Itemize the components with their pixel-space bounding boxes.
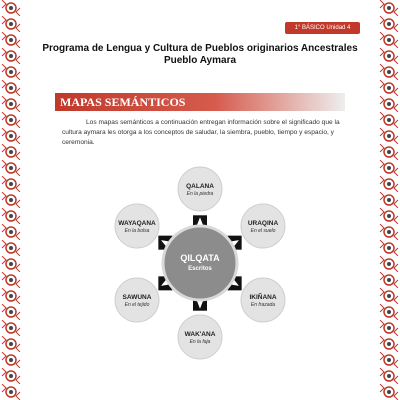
- concept-node-subtitle: En la bolsa: [124, 228, 150, 234]
- program-title: [40, 43, 360, 67]
- concept-node-subtitle: En la faja: [189, 339, 211, 345]
- concept-node-subtitle: En la piedra: [186, 191, 214, 197]
- program-title-line: Programa de Lengua y Cultura de Pueblos originarios Ancestrales: [42, 43, 358, 54]
- center-node: [163, 226, 237, 300]
- semantic-map-svg: [100, 160, 300, 380]
- unit-badge: 1° BÁSICO Unidad 4: [285, 22, 360, 34]
- center-node-subtitle: Escritos: [188, 266, 212, 272]
- section-title: MAPAS SEMÁNTICOS: [60, 95, 186, 109]
- concept-node-title: SAWUNA: [122, 294, 152, 301]
- andean-pattern-border: [0, 0, 22, 400]
- decorative-border-left: [0, 0, 22, 400]
- concept-node-title: QALANA: [186, 183, 214, 190]
- concept-node-subtitle: En el tejido: [124, 302, 150, 308]
- concept-node-subtitle: En frazada: [250, 302, 276, 308]
- concept-node-title: URAQINA: [247, 220, 279, 227]
- section-header: [55, 93, 345, 111]
- concept-node-title: WAYAQANA: [118, 220, 156, 227]
- andean-pattern-border: [378, 0, 400, 400]
- concept-node-title: IKIÑANA: [249, 294, 277, 301]
- semantic-map-diagram: [100, 160, 300, 380]
- intro-paragraph: Los mapas semánticos a continuación entregan información sobre el significado que la cultura aymara les otorga a los conceptos de saludar, la siembra, pueblo, tiempo y espacio, y ceremonia.: [62, 119, 340, 146]
- concept-node-subtitle: En el suelo: [250, 228, 276, 234]
- program-subtitle: Pueblo Aymara: [163, 55, 237, 66]
- center-node-title: QILQATA: [180, 253, 220, 263]
- decorative-border-right: [378, 0, 400, 400]
- concept-node-title: WAK'ANA: [184, 331, 216, 338]
